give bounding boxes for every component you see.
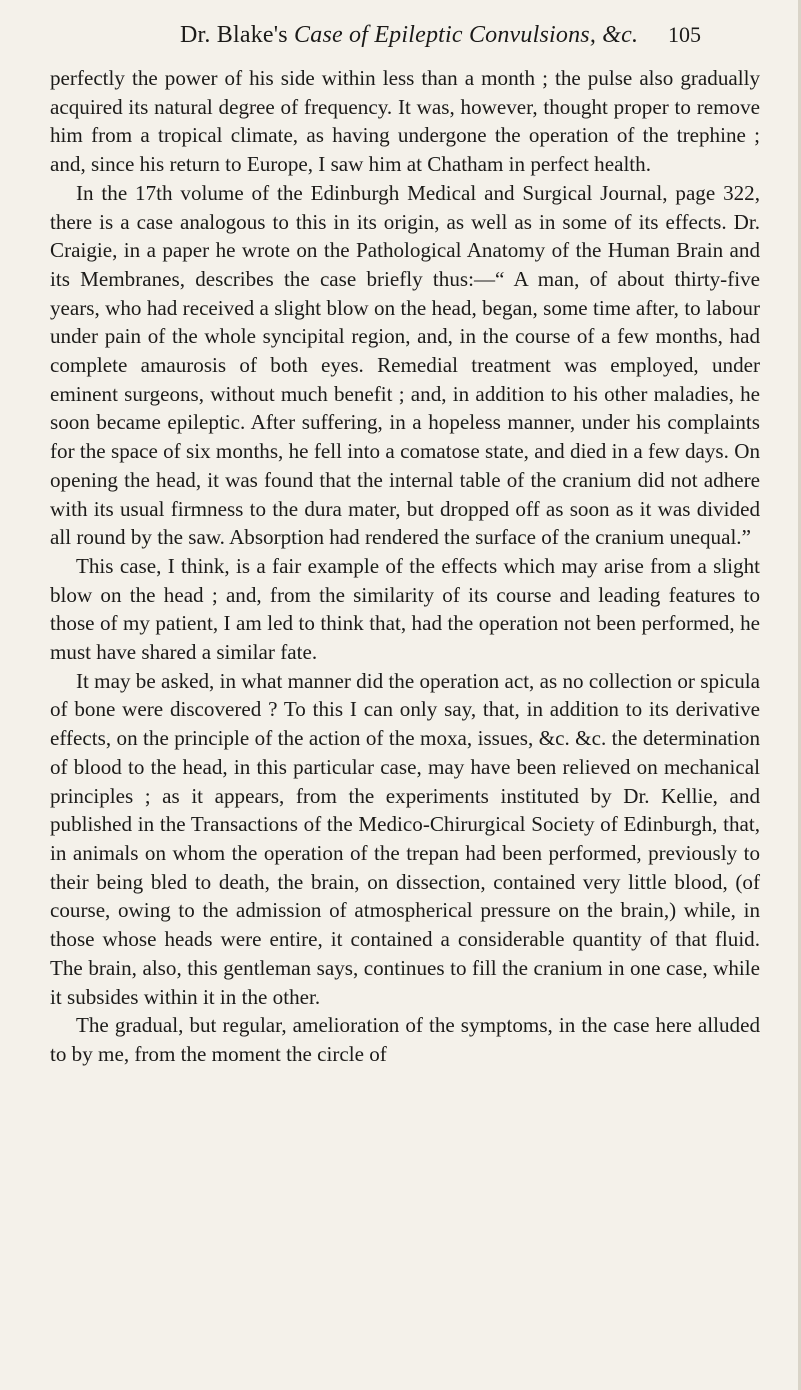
paragraph-3: This case, I think, is a fair example of the effects which may arise from a slight blow on the head ; and, from the similarity of its course and leading features to those of my patient, I am led to think that, had the operation not been performed, he must have shared a similar fate. (50, 553, 760, 665)
paragraph-1: perfectly the power of his side within less than a month ; the pulse also gradually acquired its natural degree of frequency. It was, however, thought proper to remove him from a tropical climate, as having undergone the operation of the trephine ; and, since his return to Europe, I saw him at Chatham in perfect health. (50, 66, 760, 177)
paragraph-5: The gradual, but regular, amelioration of the symptoms, in the case here alluded to by me, from the moment the circle of (50, 1013, 760, 1066)
body-text (50, 64, 760, 1069)
header-author: Dr. Blake's (180, 22, 295, 48)
page-number: 105 (668, 22, 701, 47)
paragraph-4: It may be asked, in what manner did the operation act, as no collection or spicula of bone were discovered ? To this I can only say, that, in addition to its derivative effects, on the principle of the action of the moxa, issues, &c. &c. the determination of blood to the head, in this particular case, may have been relieved on mechanical principles ; as it appears, from the experiments instituted by Dr. Kellie, and published in the Transactions of the Medico-Chirurgical Society of Edinburgh, that, in animals on whom the operation of the trepan had been performed, previously to their being bled to death, the brain, on dissection, contained very little blood, (of course, owing to the admission of atmospherical pressure on the brain,) while, in those whose heads were entire, it contained a considerable quantity of that fluid. The brain, also, this gentleman says, continues to fill the cranium in one case, while it subsides within it in the other. (50, 668, 760, 1009)
running-header (180, 22, 655, 49)
paragraph-2: In the 17th volume of the Edinburgh Medical and Surgical Journal, page 322, there is a case analogous to this in its origin, as well as in some of its effects. Dr. Craigie, in a paper he wrote on the Pathological Anatomy of the Human Brain and its Membranes, describes the case briefly thus:—“ A man, of about thirty-five years, who had received a slight blow on the head, began, some time after, to labour under pain of the whole syncipital region, and, in the course of a few months, had complete amaurosis of both eyes. Remedial treatment was employed, under eminent surgeons, without much benefit ; and, in addition to his other maladies, he soon became epileptic. After suffering, in a hopeless manner, under his complaints for the space of six months, he fell into a comatose state, and died in a few days. On opening the head, it was found that the internal table of the cranium did not adhere with its usual firmness to the dura mater, but dropped off as soon as it was divided all round by the saw. Absorption had rendered the surface of the cranium unequal.” (50, 180, 760, 550)
header-title: Case of Epileptic Convulsions, &c. (294, 22, 639, 48)
